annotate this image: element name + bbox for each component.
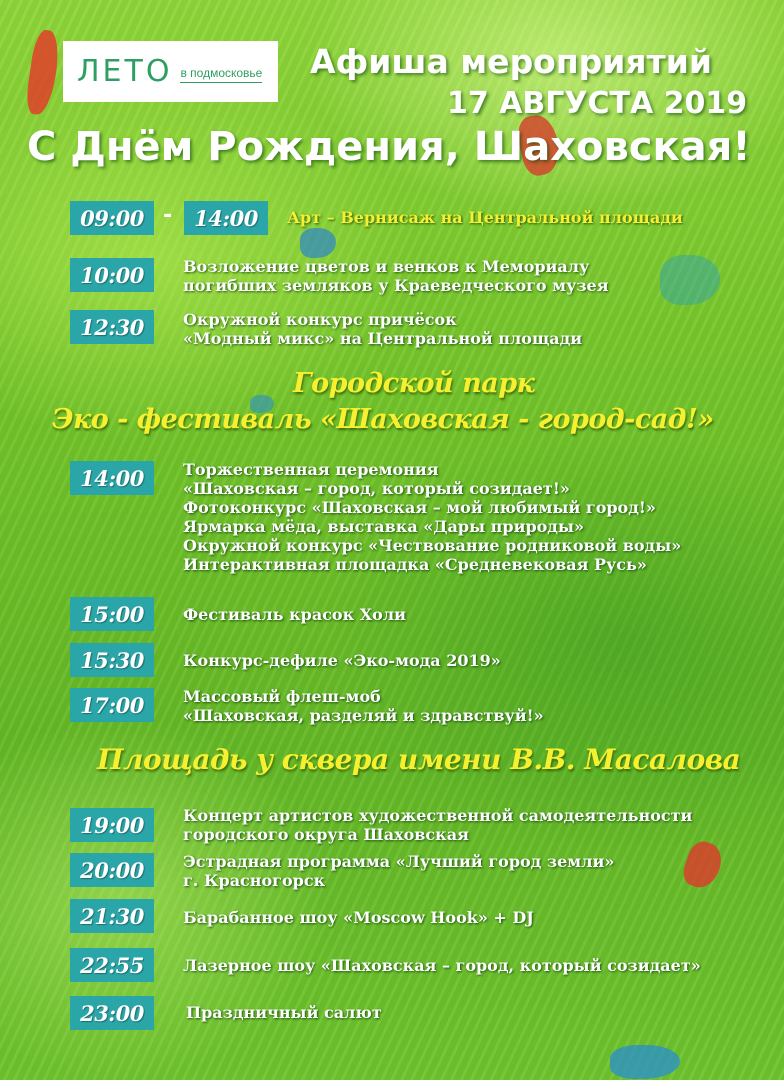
- time-badge: 20:00: [70, 853, 154, 887]
- section-heading-square: Площадь у сквера имени В.В. Масалова: [97, 743, 741, 776]
- leto-logo: [63, 41, 278, 102]
- event-description: [183, 687, 544, 725]
- event-line: «Шаховская, разделяй и здравствуй!»: [183, 706, 544, 725]
- event-line: Окружной конкурс «Чествование родниковой воды»: [183, 536, 682, 555]
- event-line: Эстрадная программа «Лучший город земли»: [183, 852, 615, 871]
- event-description: Лазерное шоу «Шаховская – город, который созидает»: [183, 956, 701, 975]
- event-line: Возложение цветов и венков к Мемориалу: [183, 257, 590, 276]
- time-badge: 10:00: [70, 258, 154, 292]
- event-description: [183, 257, 609, 295]
- event-description: Арт – Вернисаж на Центральной площади: [287, 208, 683, 227]
- logo-sub-text: в подмосковье: [180, 66, 262, 83]
- event-description: Фестиваль красок Холи: [183, 605, 406, 624]
- event-line: Фотоконкурс «Шаховская – мой любимый город!»: [183, 498, 656, 517]
- event-line: Ярмарка мёда, выставка «Дары природы»: [183, 517, 584, 536]
- poster-title: Афиша мероприятий: [310, 42, 712, 81]
- time-badge: 17:00: [70, 688, 154, 722]
- event-line: Окружной конкурс причёсок: [183, 310, 457, 329]
- time-badge: 09:00: [70, 201, 154, 235]
- event-line: Концерт артистов художественной самодеятельности: [183, 806, 693, 825]
- blue-paint-stroke: [300, 228, 336, 258]
- event-description: [183, 460, 681, 574]
- red-paint-stroke: [24, 29, 62, 117]
- time-badge: 15:00: [70, 597, 154, 631]
- poster-greeting: С Днём Рождения, Шаховская!: [27, 124, 751, 170]
- time-badge: 23:00: [70, 996, 154, 1030]
- time-range-dash: -: [163, 203, 173, 228]
- blue-paint-stroke: [660, 255, 720, 305]
- blue-paint-stroke: [610, 1045, 680, 1079]
- time-badge: 22:55: [70, 948, 154, 982]
- section-heading-park: Городской парк: [293, 368, 535, 399]
- event-line: «Модный микс» на Центральной площади: [183, 329, 583, 348]
- section-heading-festival: Эко - фестиваль «Шаховская - город-сад!»: [52, 404, 714, 435]
- time-badge: 21:30: [70, 899, 154, 933]
- time-badge: 15:30: [70, 643, 154, 677]
- time-badge: 14:00: [70, 461, 154, 495]
- event-description: [183, 852, 614, 890]
- time-badge: 14:00: [184, 201, 268, 235]
- event-description: Конкурс-дефиле «Эко-мода 2019»: [183, 651, 501, 670]
- event-description: [183, 310, 582, 348]
- event-line: Интерактивная площадка «Средневековая Русь»: [183, 555, 647, 574]
- event-description: Праздничный салют: [186, 1003, 382, 1022]
- time-badge: 19:00: [70, 808, 154, 842]
- event-line: Торжественная церемония: [183, 460, 439, 479]
- event-description: Барабанное шоу «Moscow Hook» + DJ: [183, 908, 534, 927]
- event-description: [183, 806, 692, 844]
- event-line: Массовый флеш-моб: [183, 687, 381, 706]
- event-line: г. Красногорск: [183, 871, 326, 890]
- event-line: погибших земляков у Краеведческого музея: [183, 276, 609, 295]
- time-badge: 12:30: [70, 310, 154, 344]
- poster-date: 17 АВГУСТА 2019: [447, 86, 748, 121]
- event-line: «Шаховская – город, который созидает!»: [183, 479, 570, 498]
- logo-main-text: ЛЕТО: [77, 54, 173, 89]
- red-paint-stroke: [680, 838, 727, 892]
- event-line: городского округа Шаховская: [183, 825, 469, 844]
